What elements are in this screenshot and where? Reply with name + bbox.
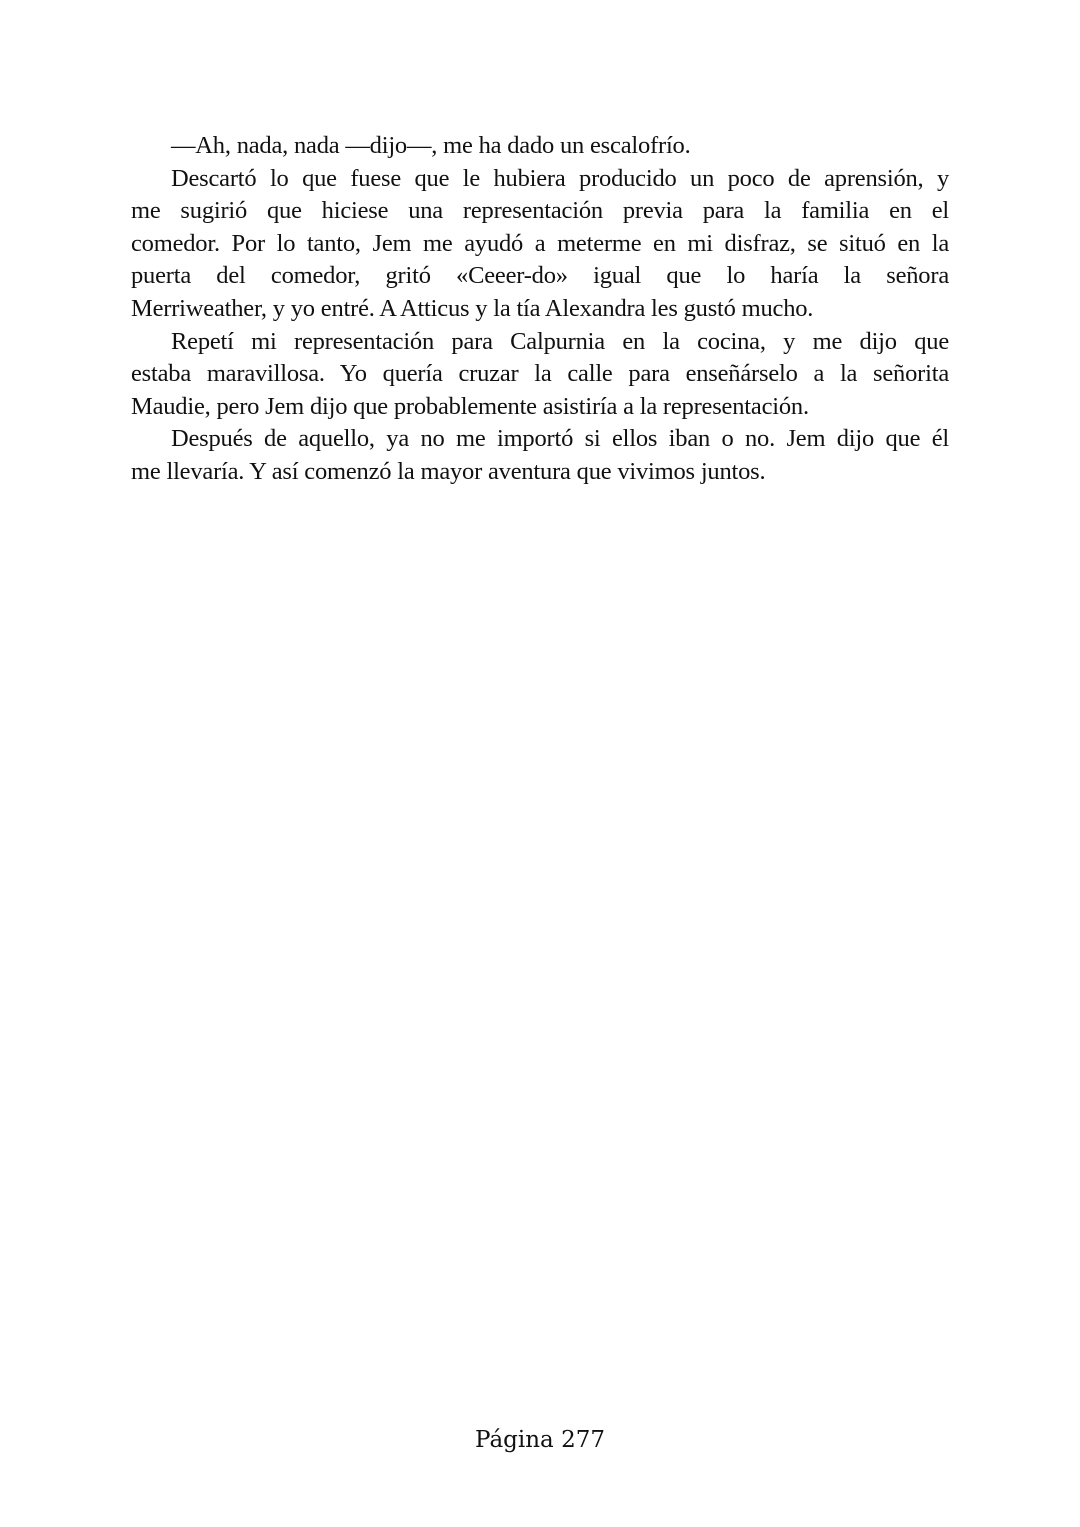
text-line: Merriweather, y yo entré. A Atticus y la tía Alexandra les gustó mucho.: [131, 294, 814, 322]
text-line: comedor. Por lo tanto, Jem me ayudó a meterme en mi disfraz, se situó en la: [131, 229, 949, 257]
paragraph-1: [131, 130, 949, 163]
text-line: —Ah, nada, nada —dijo—, me ha dado un escalofrío.: [171, 132, 691, 159]
text-line: Repetí mi representación para Calpurnia en la cocina, y me dijo que: [171, 327, 949, 355]
text-line: me llevaría. Y así comenzó la mayor aventura que vivimos juntos.: [131, 457, 766, 485]
text-line: Maudie, pero Jem dijo que probablemente asistiría a la representación.: [131, 392, 809, 420]
page-number: Página 277: [475, 1427, 605, 1453]
text-line: Descartó lo que fuese que le hubiera producido un poco de aprensión, y: [171, 164, 949, 192]
text-line: puerta del comedor, gritó «Ceeer-do» igual que lo haría la señora: [131, 262, 949, 290]
paragraph-2: [131, 163, 949, 326]
paragraph-4: [131, 423, 949, 488]
text-line: Después de aquello, ya no me importó si ellos iban o no. Jem dijo que él: [171, 425, 949, 453]
page-body: [131, 130, 949, 489]
paragraph-3: [131, 326, 949, 424]
text-line: estaba maravillosa. Yo quería cruzar la calle para enseñárselo a la señorita: [131, 360, 949, 388]
text-line: me sugirió que hiciese una representación previa para la familia en el: [131, 197, 949, 225]
